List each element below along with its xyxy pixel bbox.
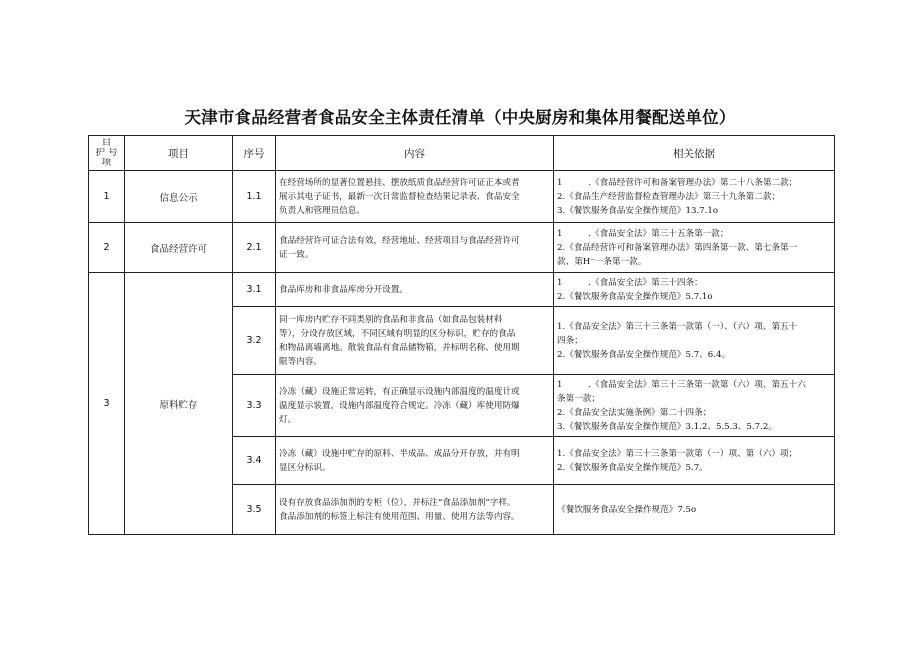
basis-line: 1 .《食品安全法》第三十四条： [557,277,703,288]
row-basis [554,307,835,375]
content-line: 冷冻（藏）设施中贮存的原料、半成品、成品分开存放，并有明 [279,448,520,459]
basis-line: 1.《食品安全法》第三十三条第一款第（一）、（六）项、第五十 [557,321,798,332]
row-basis [554,171,835,223]
table-header-row [89,136,835,171]
row-content [276,171,554,223]
basis-line: 2.《食品安全法实施条例》第二十四条； [557,407,712,418]
basis-line: 1 .《食品安全法》第三十五条第一款； [557,228,729,239]
row-seq: 3.4 [233,437,276,485]
row-content [276,375,554,437]
header-category: 项目 [125,136,233,171]
basis-line: 《餐饮服务食品安全操作规范》7.5o [557,504,697,515]
content-line: 灯。 [279,414,297,425]
content-line: 食品库房和非食品库房分开设置。 [279,284,408,295]
content-line: 限等内容。 [279,356,322,367]
content-line: 同一库房内贮存不同类别的食品和非食品（如食品包装材料 [279,314,503,325]
content-line: 在经营场所的显著位置悬挂、摆放纸质食品经营许可证正本或者 [279,177,520,188]
row-basis [554,437,835,485]
header-basis: 相关依据 [554,136,835,171]
content-line: 显区分标识。 [279,462,331,473]
header-content: 内容 [276,136,554,171]
row-category: 食品经营许可 [125,223,233,273]
basis-line: 款、第H⁻一条第一款。 [557,256,647,267]
table-row [89,223,835,273]
basis-line: 1.《食品安全法》第三十三条第一款第（一）项、第（六）项； [557,448,798,459]
header-index-line: 项 [101,158,112,168]
row-seq: 3.5 [233,485,276,535]
basis-line: 1 .《食品安全法》第三十三条第一款第（六）项、第五十六 [557,379,806,390]
basis-line: 条第一款； [557,393,600,404]
row-basis [554,223,835,273]
row-content [276,485,554,535]
row-category: 原料贮存 [125,273,233,535]
table-row [89,171,835,223]
header-index-line: 护 号 [95,148,118,158]
row-basis [554,485,835,535]
basis-line: 2.《餐饮服务食品安全操作规范》5.7.1o [557,291,713,302]
row-basis [554,375,835,437]
content-line: 和物品离墙离地。散装食品有食品储物箱，并标明名称、使用期 [279,342,520,353]
row-seq: 3.3 [233,375,276,437]
basis-line: 2.《食品生产经营监督检查管理办法》第三十九条第二款； [557,191,781,202]
basis-line: 3.《餐饮服务食品安全操作规范》13.7.1o [557,205,719,216]
table-row [89,273,835,307]
row-number: 1 [89,171,125,223]
row-content [276,273,554,307]
row-content [276,307,554,375]
responsibility-table [88,135,835,535]
basis-line: 四条； [557,335,583,346]
row-seq: 1.1 [233,171,276,223]
row-number: 2 [89,223,125,273]
header-seq: 序号 [233,136,276,171]
basis-line: 3.《餐饮服务食品安全操作规范》3.1.2、5.5.3、5.7.2。 [557,421,777,432]
row-seq: 2.1 [233,223,276,273]
content-line: 食品添加剂的标签上标注有使用范围、用量、使用方法等内容。 [279,511,520,522]
page-title: 天津市食品经营者食品安全主体责任清单（中央厨房和集体用餐配送单位） [184,108,736,127]
header-index-line: 目 [101,138,112,148]
row-content [276,437,554,485]
row-category: 信息公示 [125,171,233,223]
content-line: 展示其电子证书，最新一次日常监督检查结果记录表、食品安全 [279,191,520,202]
basis-line: 2.《餐饮服务食品安全操作规范》5.7、6.4。 [557,349,731,360]
content-line: 设有存放食品添加剂的专柜（位），并标注“食品添加剂”字样。 [279,497,516,508]
row-content [276,223,554,273]
basis-line: 2.《食品经营许可和备案管理办法》第四条第一款、第七条第一 [557,242,798,253]
row-number: 3 [89,273,125,535]
row-basis [554,273,835,307]
basis-line: 2.《餐饮服务食品安全操作规范》5.7。 [557,462,708,473]
content-line: 等），分设存放区域，不同区域有明显的区分标识，贮存的食品 [279,328,516,339]
header-index [89,136,125,171]
row-seq: 3.2 [233,307,276,375]
content-line: 食品经营许可证合法有效，经营地址、经营项目与食品经营许可 [279,235,520,246]
content-line: 冷冻（藏）设施正常运转，有正确显示设施内部温度的温度计或 [279,386,520,397]
basis-line: 1 .《食品经营许可和备案管理办法》第二十八条第二款； [557,177,798,188]
content-line: 负责人和管理员信息。 [279,205,365,216]
content-line: 证一致。 [279,249,314,260]
content-line: 温度显示装置，设施内部温度符合规定。冷冻（藏）库使用防爆 [279,400,520,411]
row-seq: 3.1 [233,273,276,307]
